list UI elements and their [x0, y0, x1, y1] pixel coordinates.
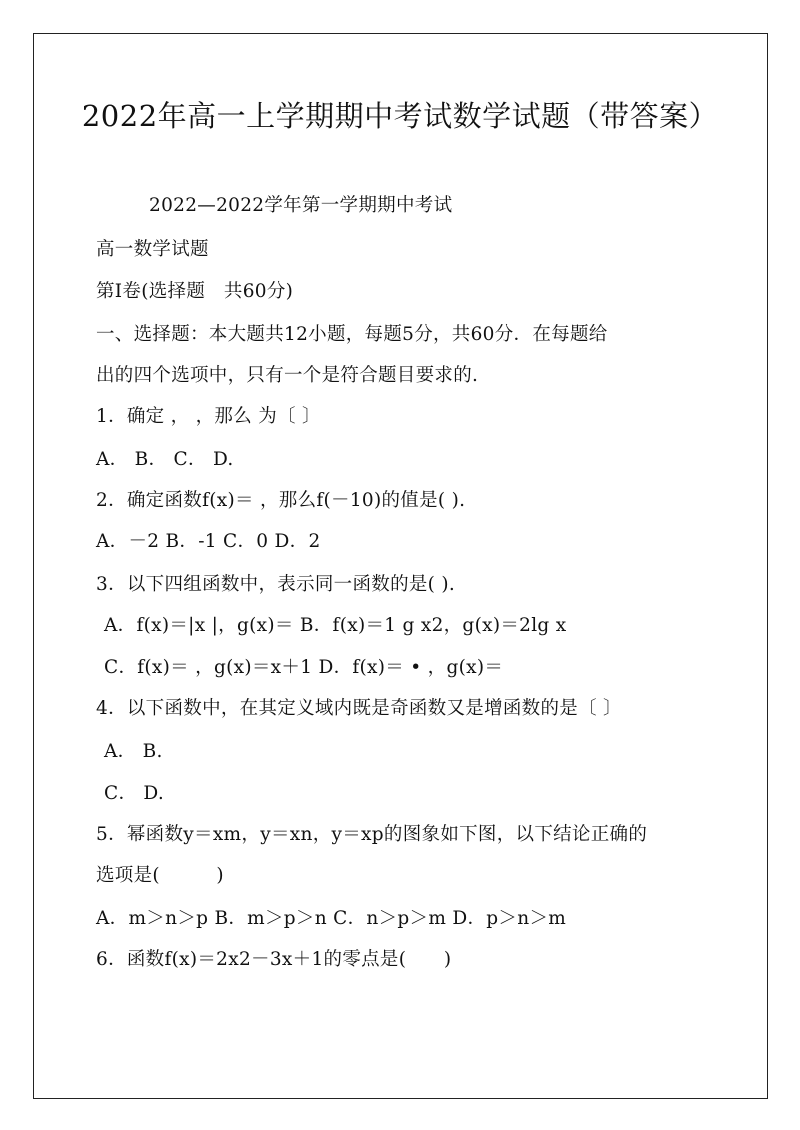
question-3-options: C．f(x)＝ ，g(x)＝x＋1 D．f(x)＝ • ，g(x)＝ [104, 657, 504, 678]
question-2: 2．确定函数f(x)＝ ，那么f(－10)的值是( ). [96, 490, 466, 511]
instructions-line: 一、选择题：本大题共12小题，每题5分，共60分．在每题给 [96, 324, 608, 345]
question-1: 1．确定 ， ，那么 为〔 〕 [96, 406, 321, 427]
question-5: 5．幂函数y＝xm，y＝xn，y＝xp的图象如下图，以下结论正确的 [96, 824, 648, 845]
question-6: 6．函数f(x)＝2x2－3x＋1的零点是( ) [96, 949, 452, 970]
question-5-options: A．m＞n＞p B．m＞p＞n C．n＞p＞m D．p＞n＞m [96, 908, 567, 929]
section-title: 高一数学试题 [96, 239, 209, 260]
question-5-continued: 选项是( ) [96, 865, 224, 886]
question-3: 3．以下四组函数中，表示同一函数的是( ). [96, 574, 456, 595]
part-heading: 第Ⅰ卷(选择题 共60分) [96, 281, 294, 302]
exam-subtitle: 2022—2022学年第一学期期中考试 [149, 195, 453, 216]
question-3-options: A．f(x)＝|x |，g(x)＝ B．f(x)＝1 g x2，g(x)＝2lg x [104, 615, 567, 636]
question-4: 4．以下函数中，在其定义域内既是奇函数又是增函数的是〔 〕 [96, 698, 622, 719]
instructions-line: 出的四个选项中，只有一个是符合题目要求的. [96, 365, 479, 386]
document-title: 2022年高一上学期期中考试数学试题（带答案） [81, 99, 719, 133]
question-2-options: A．－2 B．-1 C．0 D．2 [96, 531, 321, 552]
question-4-options: C． D. [104, 783, 165, 804]
question-4-options: A． B. [104, 741, 163, 762]
question-1-options: A． B． C． D. [96, 449, 234, 470]
